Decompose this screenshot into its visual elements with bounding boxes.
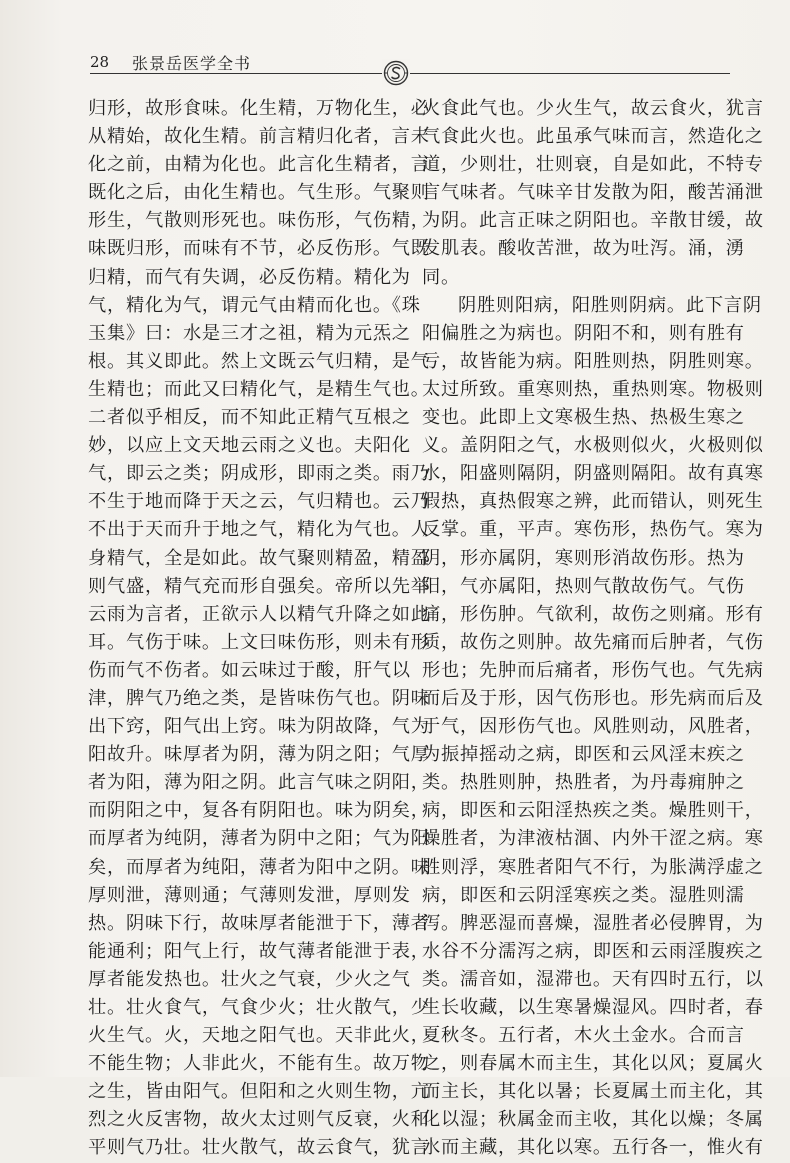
text-line: 之生，皆由阳气。但阳和之火则生物，亢 [88,1081,430,1103]
text-line: 则气盛，精气充而形自强矣。帝所以先举 [88,575,430,597]
right-text-column [422,95,764,1163]
text-line: 出下窍，阳气出上窍。味为阴故降，气为 [88,716,430,738]
text-line: 病，即医和云阳淫热疾之类。燥胜则干， [422,800,764,822]
text-line: 伤而气不伤者。如云味过于酸，肝气以 [88,659,411,681]
text-line: 而阴阳之中，复各有阴阳也。味为阴矣， [88,800,430,822]
text-line: 玉集》曰：水是三才之祖，精为元炁之 [88,322,411,344]
text-line: 化以湿；秋属金而主收，其化以燥；冬属 [422,1109,764,1131]
text-line: 道，少则壮，壮则衰，自是如此，不特专 [422,154,764,176]
text-line: 壮。壮火食气，气食少火；壮火散气，少 [88,997,430,1018]
text-line: 气食此火也。此虽承气味而言，然造化之 [422,126,764,148]
text-line: 而主长，其化以暑；长夏属土而主化，其 [422,1081,764,1103]
text-line: 味既归形，而味有不节，必反伤形。气既 [88,238,430,260]
text-line: 火生气。火，天地之阳气也。天非此火， [88,1025,430,1047]
text-line: 耳。气伤于味。上文曰味伤形，则未有形 [88,631,430,653]
text-line: 不能生物；人非此火，不能有生。故万物 [88,1053,430,1075]
running-header [90,47,730,83]
text-line: 阳偏胜之为病也。阴阳不和，则有胜有 [422,322,745,344]
text-line: 胜则浮，寒胜者阳气不行，为胀满浮虚之 [422,856,764,878]
text-line: 水而主藏，其化以寒。五行各一，惟火有 [422,1137,764,1159]
text-line: 不出于天而升于地之气，精化为气也。人 [88,519,430,541]
text-line: 亏，故皆能为病。阳胜则热，阴胜则寒。 [422,350,764,372]
text-line: 类。热胜则肿，热胜者，为丹毒痈肿之 [422,772,745,794]
text-line: 根。其义即此。然上文既云气归精，是气 [88,350,430,372]
header-rule [90,73,730,74]
text-line: 而厚者为纯阴，薄者为阴中之阳；气为阳 [88,828,430,850]
book-title: 张景岳医学全书 [132,54,252,73]
text-line: 质，故伤之则肿。故先痛而后肿者，气伤 [422,631,764,653]
left-text-column [88,95,430,1163]
text-line: 化之前，由精为化也。此言化生精者，言 [88,154,430,176]
text-line: 者为阳，薄为阳之阴。此言气味之阴阳， [88,772,430,794]
text-line: 而后及于形，因气伤形也。形先病而后及 [422,687,764,709]
text-line: 泻。脾恶湿而喜燥，湿胜者必侵脾胃，为 [422,912,764,934]
text-line: 身精气，全是如此。故气聚则精盈，精盈 [88,547,430,569]
text-line: 假热，真热假寒之辨，此而错认，则死生 [422,491,764,513]
text-line: 言气味者。气味辛甘发散为阳，酸苦涌泄 [422,182,764,204]
text-line: 既化之后，由化生精也。气生形。气聚则 [88,182,430,204]
text-line: 形也；先肿而后痛者，形伤气也。气先病 [422,659,764,681]
text-line: 厚则泄，薄则通；气薄则发泄，厚则发 [88,884,411,906]
text-line: 反掌。重，平声。寒伤形，热伤气。寒为 [422,519,764,541]
text-line: 病，即医和云阴淫寒疾之类。湿胜则濡 [422,884,745,906]
text-line: 能通利；阳气上行，故气薄者能泄于表， [88,940,430,962]
text-line: 于气，因形伤气也。风胜则动，风胜者， [422,716,764,738]
text-line: 生精也；而此又曰精化气，是精生气也。 [88,378,430,400]
text-line: 不生于地而降于天之云，气归精也。云乃 [88,491,430,513]
text-line: 气，精化为气，谓元气由精而化也。《珠 [88,294,421,316]
text-line: 津，脾气乃绝之类，是皆味伤气也。阴味 [88,687,430,709]
text-line: 热。阴味下行，故味厚者能泄于下，薄者 [88,912,430,934]
text-line: 阴胜则阳病，阳胜则阴病。此下言阴 [458,294,762,316]
text-line: 太过所致。重寒则热，重热则寒。物极则 [422,378,764,400]
text-line: 水谷不分濡泻之病，即医和云雨淫腹疾之 [422,940,764,962]
text-line: 二者似乎相反，而不知此正精气互根之 [88,407,411,429]
text-line: 之，则春属木而主生，其化以风；夏属火 [422,1053,764,1075]
text-line: 变也。此即上文寒极生热、热极生寒之 [422,407,745,429]
text-line: 归精，而气有失调，必反伤精。精化为 [88,266,411,288]
text-line: 气，即云之类；阴成形，即雨之类。雨乃 [88,463,430,485]
text-line: 火食此气也。少火生气，故云食火，犹言 [422,98,764,119]
text-line: 厚者能发热也。壮火之气衰，少火之气 [88,968,411,990]
text-line: 生长收藏，以生寒暑燥湿风。四时者，春 [422,997,764,1018]
text-line: 形生，气散则形死也。味伤形，气伤精， [88,210,430,232]
text-line: 归形，故形食味。化生精，万物化生，必 [88,98,430,119]
text-line: 阴，形亦属阴，寒则形消故伤形。热为 [422,547,745,569]
page-number: 28 [90,53,110,71]
text-line: 阳故升。味厚者为阴，薄为阴之阳；气厚 [88,744,430,766]
text-line: 阳，气亦属阳，热则气散故伤气。气伤 [422,575,745,597]
text-line: 水，阳盛则隔阴，阴盛则隔阳。故有真寒 [422,463,764,485]
text-line: 妙，以应上文天地云雨之义也。夫阳化 [88,435,411,457]
text-line: 云雨为言者，正欲示人以精气升降之如此 [88,603,430,625]
text-line: 同。 [422,266,460,288]
text-line: 平则气乃壮。壮火散气，故云食气，犹言 [88,1137,430,1159]
text-line: 矣，而厚者为纯阳，薄者为阳中之阴。味 [88,856,430,878]
text-line: 痛，形伤肿。气欲利，故伤之则痛。形有 [422,603,764,625]
text-line: 义。盖阴阳之气，水极则似火，火极则似 [422,435,764,457]
text-line: 从精始，故化生精。前言精归化者，言未 [88,126,430,148]
text-line: 发肌表。酸收苦泄，故为吐泻。涌，湧 [422,238,745,260]
text-line: 夏秋冬。五行者，木火土金水。合而言 [422,1025,745,1047]
seal-emblem-icon [382,59,410,87]
text-line: 类。濡音如，湿滞也。天有四时五行，以 [422,968,764,990]
text-line: 燥胜者，为津液枯涸、内外干涩之病。寒 [422,828,764,850]
text-line: 为振掉摇动之病，即医和云风淫末疾之 [422,744,745,766]
text-line: 烈之火反害物，故火太过则气反衰，火和 [88,1109,430,1131]
text-line: 为阴。此言正味之阴阳也。辛散甘缓，故 [422,210,764,232]
